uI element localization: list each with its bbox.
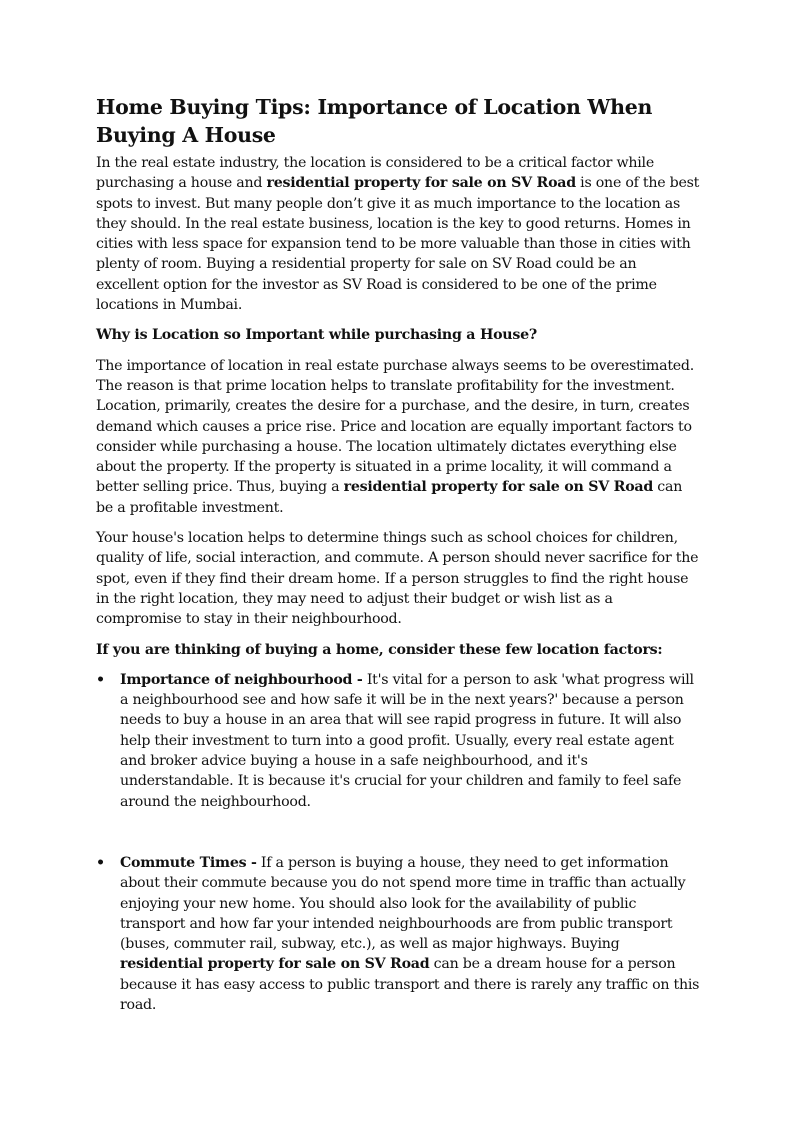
house-location-paragraph: Your house's location helps to determine things such as school choices for children, quality of life, social interaction, and commute. A person should never sacrifice for the spot, even if they find their dream home. If a person struggles to find the right house in the right location, they may need to adjust their budget or wish list as a compromise to stay in their neighbourhood. [96,530,699,628]
bullet-icon: • [96,671,105,688]
list-item-neighbourhood [96,670,700,812]
factor-text-end: can be a dream house for a person because it has easy access to public transport and there is rarely any traffic on this road. [120,956,700,1013]
intro-text-2: is one of the best spots to invest. But many people don’t give it as much importance to the location as they should. In the real estate business, location is the key to good returns. Homes in cities with less space for expansion tend to be more valuable than those in cities with plenty of room. Buying a residential property for sale on SV Road could be an excellent option for the investor as SV Road is considered to be one of the prime locations in Mumbai. [96,175,700,314]
intro-bold-keyword: residential property for sale on SV Road [266,175,576,192]
intro-text-1: In the real estate industry, the location is considered to be a critical factor while purchasing a house and [96,155,654,192]
intro-paragraph [96,153,700,315]
location-factors-list [96,670,700,1015]
factor-text: It's vital for a person to ask 'what progress will a neighbourhood see and how safe it will be in the next years?' because a person needs to buy a house in an area that will see rapid progress in future. It will also help their investment to turn into a good profit. Usually, every real estate agent and broker advice buying a house in a safe neighbourhood, and it's understandable. It is because it's crucial for your children and family to feel safe around the neighbourhood. [120,671,694,810]
importance-text-1: The importance of location in real estate purchase always seems to be overestimated. The reason is that prime location helps to translate profitability for the investment. Location, primarily, creates the desire for a purchase, and the desire, in turn, creates demand which causes a price rise. Price and location are equally important factors to consider while purchasing a house. The location ultimately dictates everything else about the property. If the property is situated in a prime locality, it will command a better selling price. Thus, buying a [96,357,695,496]
importance-paragraph [96,356,700,518]
document-title: Home Buying Tips: Importance of Location When Buying A House [96,95,653,147]
section-heading-location-factors: If you are thinking of buying a home, consider these few location factors: [96,641,663,658]
factor-title: Importance of neighbourhood - [120,671,363,688]
factor-text: If a person is buying a house, they need to get information about their commute because you do not spend more time in traffic than actually enjoying your new home. You should also look for the availability of public transport and how far your intended neighbourhoods are from public transport (buses, commuter rail, subway, etc.), as well as major highways. Buying [120,854,686,953]
factor-bold-keyword: residential property for sale on SV Road [120,956,430,973]
factor-title: Commute Times - [120,854,257,871]
document-page [96,94,700,1015]
importance-bold-keyword: residential property for sale on SV Road [343,479,654,496]
importance-text-2: can be a profitable investment. [96,479,683,516]
section-heading-why-location: Why is Location so Important while purchasing a House? [96,327,537,344]
bullet-icon: • [96,854,105,871]
list-item-commute-times [96,853,700,1015]
